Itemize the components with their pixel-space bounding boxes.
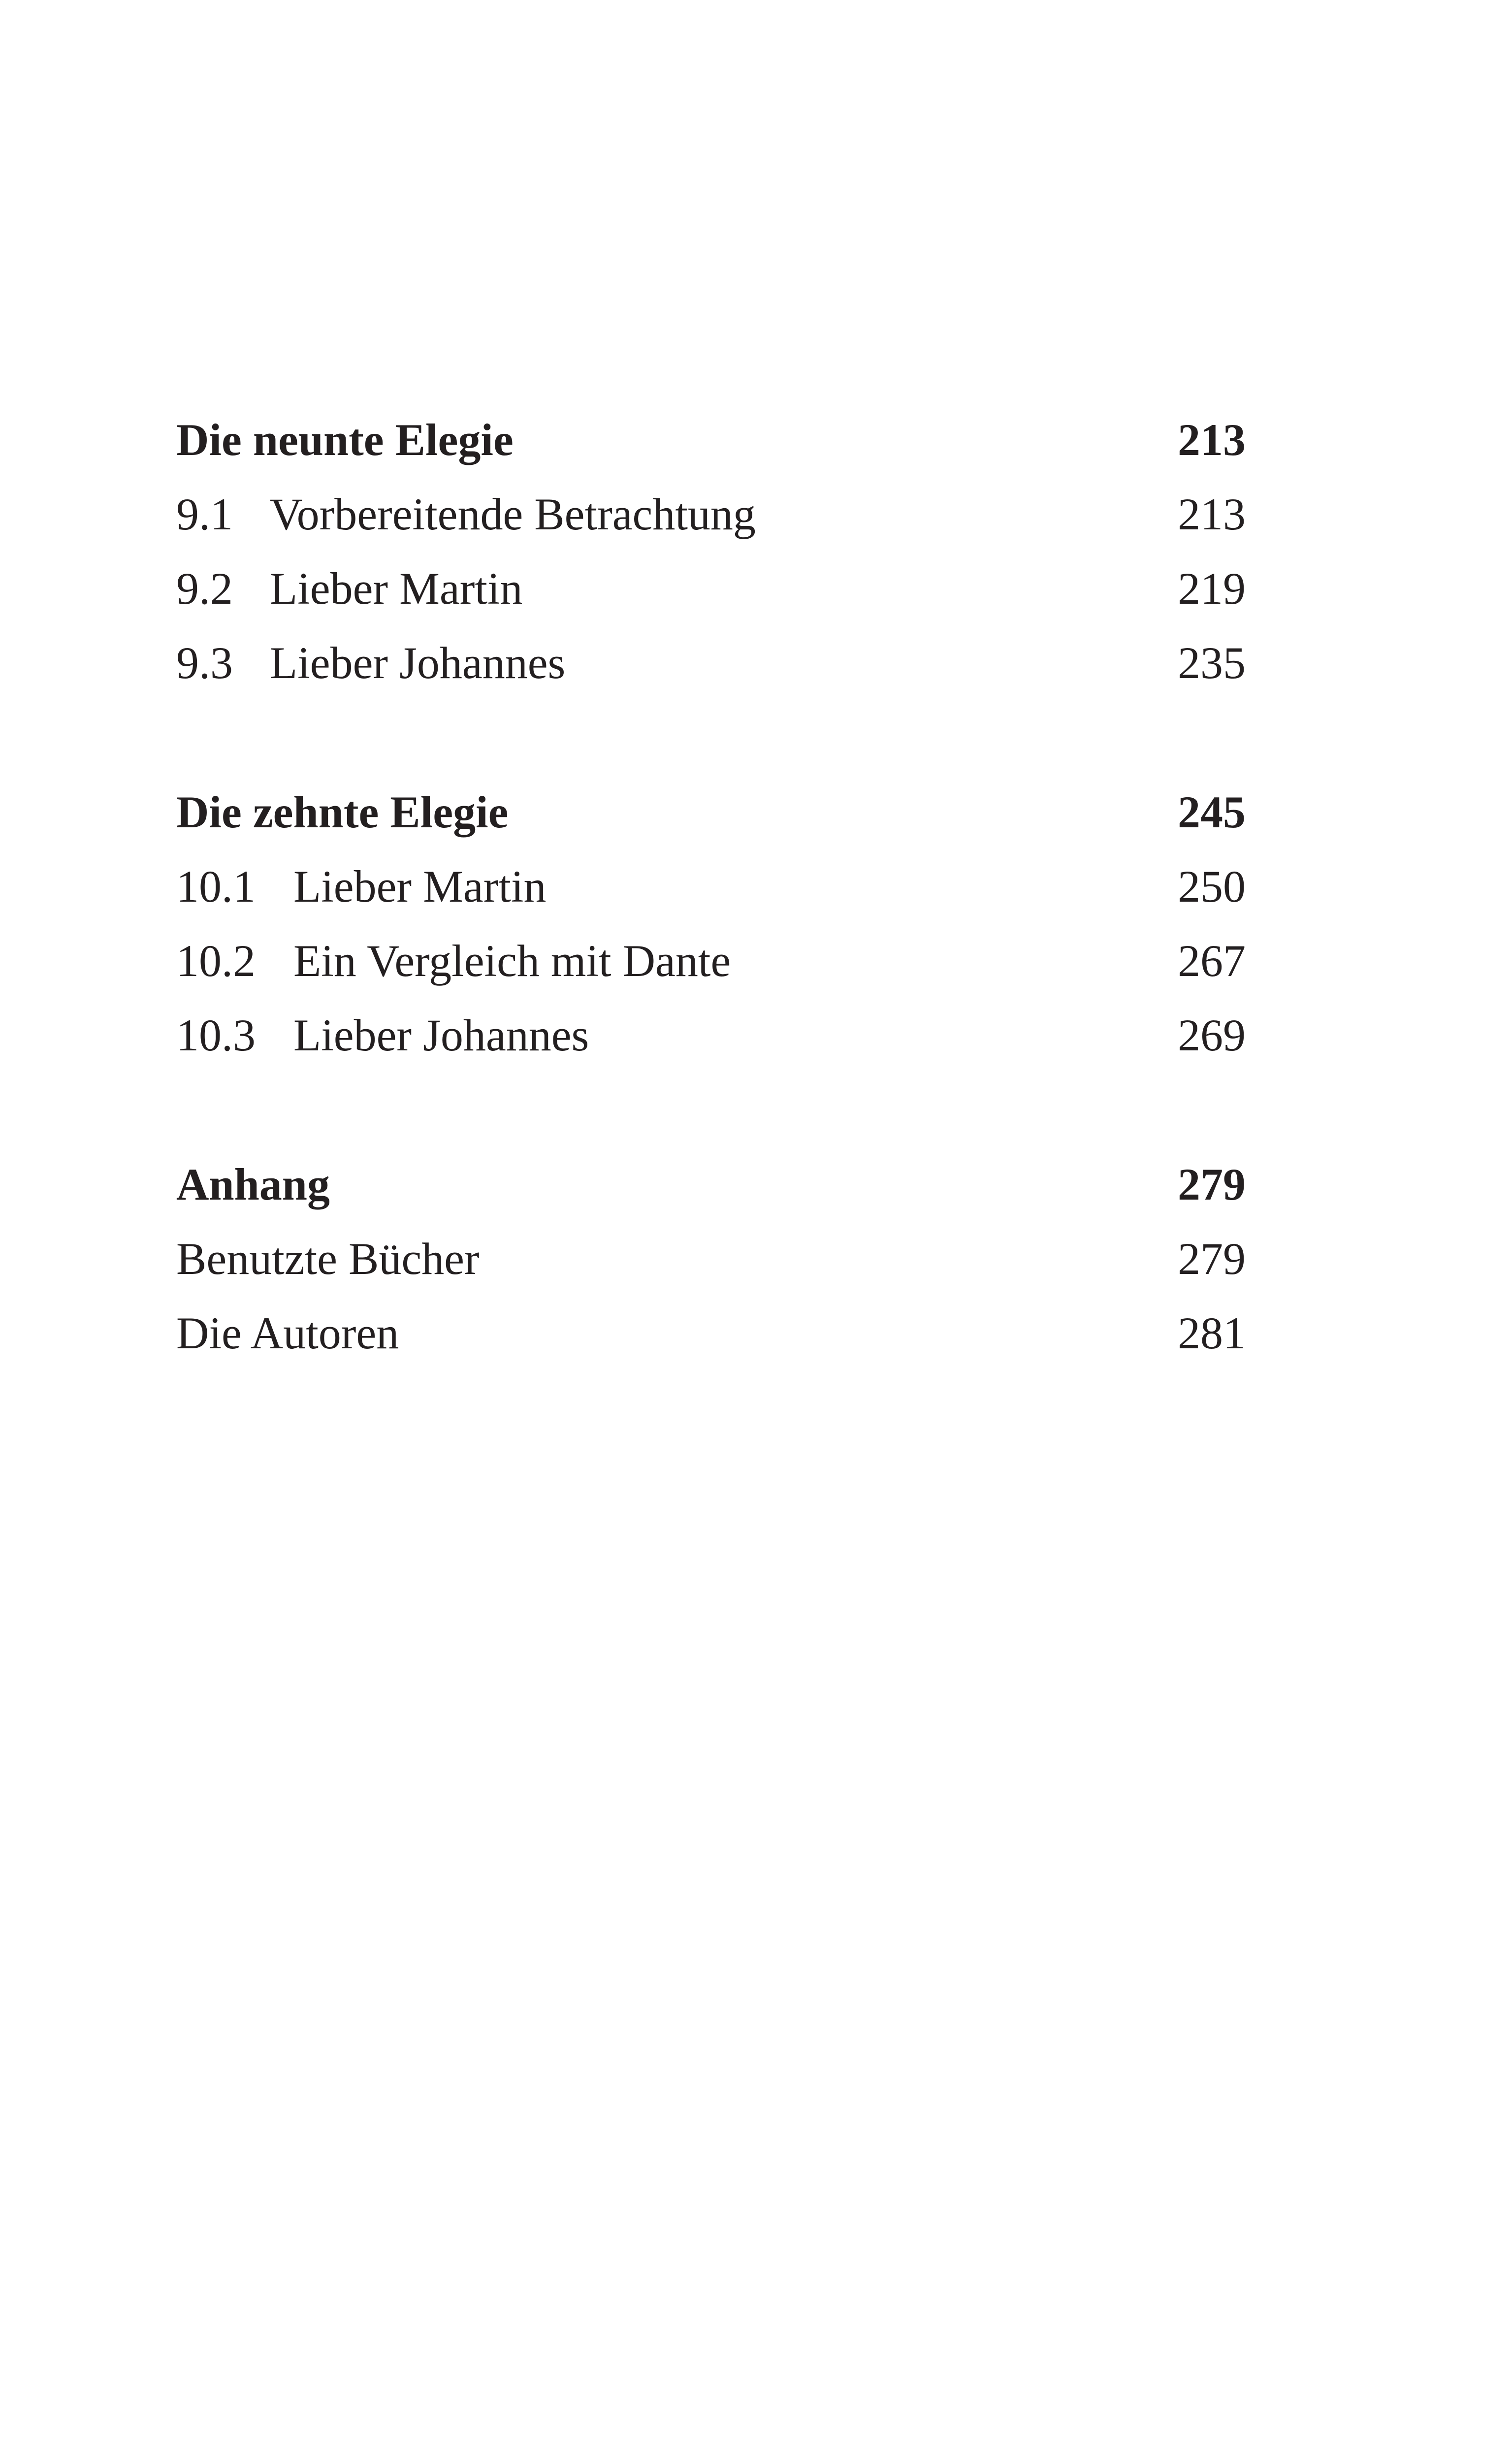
entry-page-number: 250 bbox=[1178, 861, 1246, 912]
entry-page-number: 267 bbox=[1178, 936, 1246, 986]
toc-entry[interactable] bbox=[176, 849, 1246, 924]
toc-section-anhang bbox=[176, 1147, 1246, 1370]
toc-section-heading[interactable] bbox=[176, 775, 1246, 849]
entry-number: 10.1 bbox=[176, 861, 256, 912]
toc-entry[interactable] bbox=[176, 1222, 1246, 1296]
entry-page-number: 235 bbox=[1178, 638, 1246, 688]
entry-page-number: 219 bbox=[1178, 563, 1246, 614]
entry-title: Lieber Johannes bbox=[270, 638, 566, 688]
table-of-contents bbox=[176, 403, 1246, 1370]
section-page-number: 213 bbox=[1178, 415, 1246, 465]
entry-page-number: 281 bbox=[1178, 1308, 1246, 1358]
entry-number: 10.2 bbox=[176, 936, 256, 986]
toc-entry[interactable] bbox=[176, 924, 1246, 998]
entry-title: Lieber Johannes bbox=[293, 1010, 589, 1060]
toc-section-neunte-elegie bbox=[176, 403, 1246, 700]
section-title: Die neunte Elegie bbox=[176, 415, 514, 465]
toc-entry[interactable] bbox=[176, 552, 1246, 626]
toc-entry[interactable] bbox=[176, 998, 1246, 1073]
entry-title: Lieber Martin bbox=[270, 563, 523, 614]
entry-title: Die Autoren bbox=[176, 1308, 399, 1358]
section-title: Anhang bbox=[176, 1159, 330, 1209]
toc-entry[interactable] bbox=[176, 626, 1246, 700]
section-page-number: 279 bbox=[1178, 1159, 1246, 1209]
toc-section-heading[interactable] bbox=[176, 403, 1246, 477]
section-title: Die zehnte Elegie bbox=[176, 787, 509, 837]
entry-number: 9.3 bbox=[176, 638, 233, 688]
entry-title: Vorbereitende Betrachtung bbox=[270, 489, 756, 539]
entry-page-number: 269 bbox=[1178, 1010, 1246, 1060]
entry-number: 9.2 bbox=[176, 563, 233, 614]
entry-page-number: 279 bbox=[1178, 1234, 1246, 1284]
toc-section-heading[interactable] bbox=[176, 1147, 1246, 1222]
section-page-number: 245 bbox=[1178, 787, 1246, 837]
entry-title: Lieber Martin bbox=[293, 861, 547, 912]
toc-section-zehnte-elegie bbox=[176, 775, 1246, 1073]
entry-title: Ein Vergleich mit Dante bbox=[293, 936, 731, 986]
entry-page-number: 213 bbox=[1178, 489, 1246, 539]
toc-entry[interactable] bbox=[176, 477, 1246, 552]
entry-number: 10.3 bbox=[176, 1010, 256, 1060]
entry-title: Benutzte Bücher bbox=[176, 1234, 480, 1284]
toc-entry[interactable] bbox=[176, 1296, 1246, 1370]
entry-number: 9.1 bbox=[176, 489, 233, 539]
